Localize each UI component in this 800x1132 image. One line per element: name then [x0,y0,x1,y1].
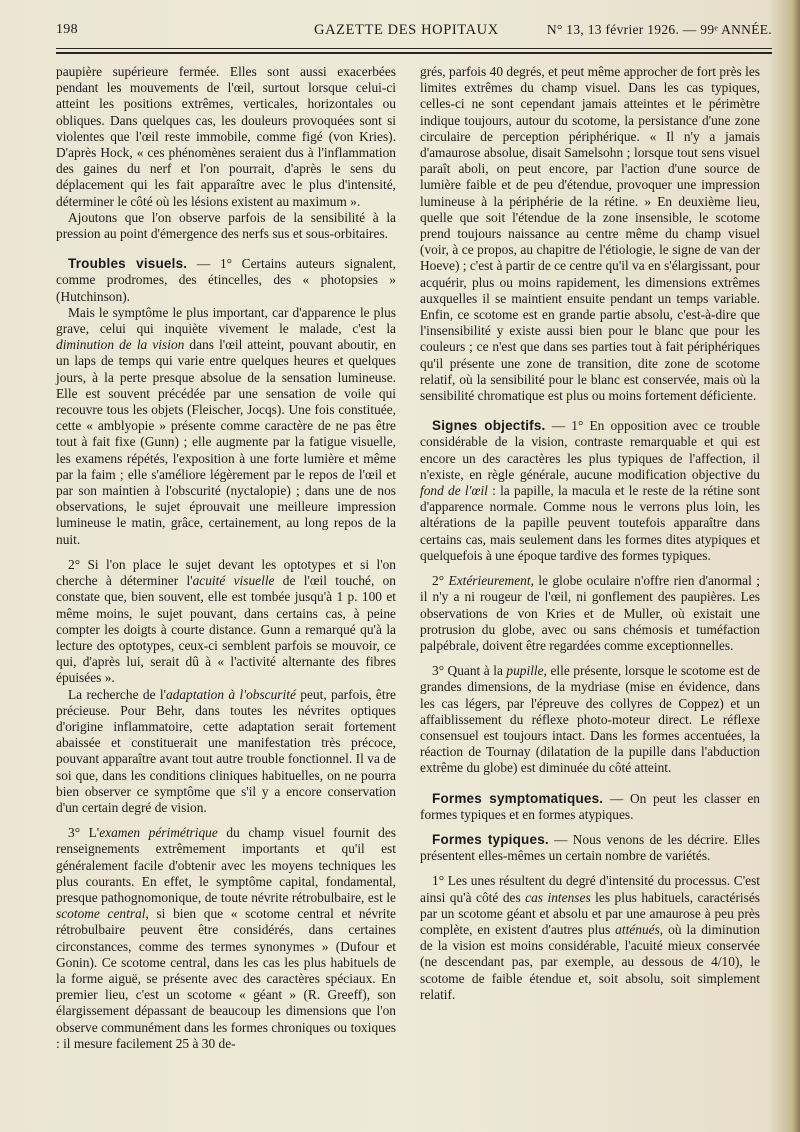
subsection-heading: Formes typiques. [432,831,549,847]
header-rule-thin [56,48,772,49]
paragraph: 3° Quant à la pupille, elle présente, lorsque le scotome est de grandes dimensions, de la mydriase (mise en évidence, dans les cas légers, par l'épreuve des collyres de Coppez) et un affaiblissement du réflexe photo-moteur direct. Le réflexe consensuel est toujours intact. Dans les formes accentuées, la réaction de Tournay (dilatation de la pupille dans l'abduction extrême du globe) est diminuée du côté atteint. [420,663,760,776]
paragraph: 2° Si l'on place le sujet devant les optotypes et si l'on cherche à déterminer l'acuité visuelle de l'œil touché, on constate que, bien souvent, elle est tombée jusqu'à 1 p. 100 et même moins, le sujet pouvant, dans certains cas, à peine compter les doigts à courte distance. Gunn a remarqué qu'à la lecture des optotypes, ceux-ci semblent parfois se mouvoir, ce qui, d'après lui, serait dû à « l'activité alternante des fibres épuisées ». [56,556,396,686]
left-column [56,64,396,1052]
paragraph: 3° L'examen périmétrique du champ visuel fournit des renseignements extrêmement importants et qu'il est généralement facile d'obtenir avec les moyens techniques les plus courants. En effet, le symptôme capital, fondamental, presque pathognomonique, de toute névrite rétrobulbaire, est le scotome central, si bien que « scotome central et névrite rétrobulbaire peuvent être considérés, dans certaines circonstances, comme des termes synonymes » (Dufour et Gonin). Ce scotome central, dans les cas les plus habituels de la forme aiguë, se présente avec des caractères spéciaux. En premier lieu, c'est un scotome « géant » (R. Greeff), son élargissement dépassant de beaucoup les dimensions que l'on observe communément dans les formes chroniques ou toxiques : il mesure facilement 25 à 30 de- [56,825,396,1051]
paragraph: Formes symptomatiques. — On peut les classer en formes typiques et en formes atypiques. [420,790,760,822]
paragraph: Ajoutons que l'on observe parfois de la sensibilité à la pression au point d'émergence des nerfs sus et sous-orbitaires. [56,209,396,242]
section-heading: Formes symptomatiques. [432,790,604,806]
journal-title: GAZETTE DES HOPITAUX [314,22,499,38]
header-rule-thick [56,52,772,54]
section-heading: Signes objectifs. [432,418,546,434]
right-column [420,64,760,1003]
page-number: 198 [56,22,78,37]
paragraph: Mais le symptôme le plus important, car d'apparence le plus grave, celui qui inquiète vivement le malade, c'est la diminution de la vision dans l'œil atteint, pouvant aboutir, en un laps de temps qui varie entre quelques heures et quelques jours, à la perte presque absolue de la sensation lumineuse. Elle est souvent précédée par une sensation de voile qui recouvre tous les objets (Fleischer, Jocqs). Une fois constituée, cette « amblyopie » présente comme caractère de ne pas être tout à fait fixe (Gunn) ; elle augmente par la fatigue visuelle, les examens répétés, l'exposition à une forte lumière et même par la faim ; elle s'améliore légèrement par le repos de l'œil et par son maintien à l'obscurité (nyctalopie) ; dans une de nos observations, le sujet éprouvait une meilleure impression lumineuse le matin, grâce, certainement, au long repos de la nuit. [56,304,396,547]
paragraph: Formes typiques. — Nous venons de les décrire. Elles présentent elles-mêmes un certain nombre de variétés. [420,831,760,864]
paragraph: grés, parfois 40 degrés, et peut même approcher de fort près les limites extrêmes du champ visuel. Dans les cas typiques, celles-ci ne sont cependant jamais atteintes et le périmètre indique toujours, autour du scotome, la persistance d'une zone circulaire de perception périphérique. « Il n'y a jamais d'amaurose absolue, disait Samelsohn ; lorsque tout sens visuel paraît aboli, on peut encore, par l'action d'une source de lumière faible et de peu d'étendue, provoquer une impression lumineuse à la périphérie de la rétine. » En deuxième lieu, quelle que soit l'étendue de la zone insensible, le scotome prend toujours naissance au centre même du champ visuel (voir, à ce propos, au chapitre de l'étiologie, le signe de van der Hoeve) ; c'est à partir de ce centre qu'il va en s'élargissant, pour acquérir, plus ou moins rapidement, les dimensions extrêmes auxquelles il se maintient ensuite pendant un temps variable. Enfin, ce scotome est en grande partie absolu, c'est-à-dire que l'insensibilité y existe aussi bien pour le blanc que pour les couleurs ; ce n'est que dans ses parties tout à fait périphériques qu'il présente une zone de transition, dite zone de scotome relatif, où la sensibilité pour le blanc est conservée, mais où la sensibilité chromatique est plus ou moins fortement déficiente. [420,64,760,404]
paragraph: Troubles visuels. — 1° Certains auteurs signalent, comme prodromes, des étincelles, des « photopsies » (Hutchinson). [56,256,396,304]
paragraph: La recherche de l'adaptation à l'obscurité peut, parfois, être précieuse. Pour Behr, dans toutes les névrites optiques d'origine inflammatoire, cette adaptation serait fortement abaissée et constituerait une manifestation très précoce, pouvant apparaître avant tout autre trouble fonctionnel. Il va de soi que, dans les conditions cliniques habituelles, on ne pourra bien observer ce symptôme que s'il y a encore conservation d'un certain degré de vision. [56,686,397,815]
paragraph: Signes objectifs. — 1° En opposition avec ce trouble considérable de la vision, contraste remarquable et qui est encore un des caractères les plus typiques de l'affection, il n'existe, en règle générale, aucune modification objective du fond de l'œil : la papille, la macula et le reste de la rétine sont d'apparence normale. Comme nous le verrons plus loin, les altérations de la papille peuvent toutefois apparaître dans certains cas, mais seulement dans les formes dites atypiques et quelquefois à une époque tardive des formes typiques. [420,418,760,563]
paragraph: 1° Les unes résultent du degré d'intensité du processus. C'est ainsi qu'à côté des cas intenses les plus habituels, caractérisés par un scotome géant et absolu et par une amaurose à peu près complète, en existent d'autres plus atténués, où la diminution de la vision est moins considérable, l'acuité mieux conservée (ne descendant pas, par exemple, au dessous de 4/10), le scotome de faible étendue et, soit absolu, soit simplement relatif. [420,873,761,1002]
paragraph: paupière supérieure fermée. Elles sont aussi exacerbées pendant les mouvements de l'œil, surtout lorsque celui-ci atteint les positions extrêmes, verticales, horizontales ou obliques. Dans quelques cas, les douleurs provoquées sont si violentes que l'œil reste immobile, comme figé (von Kries). D'après Hock, « ces phénomènes seraient dus à l'inflammation des gaines du nerf et l'on pourrait, d'après le sens du déplacement qui les fait apparaître avec le plus d'intensité, déterminer le côté où les lésions existent au maximum ». [56,64,396,209]
section-heading: Troubles visuels. [68,256,188,272]
running-header [56,22,772,44]
issue-info: N° 13, 13 février 1926. — 99ᵉ ANNÉE. [546,22,772,37]
paragraph: 2° Extérieurement, le globe oculaire n'offre rien d'anormal ; il n'y a ni rougeur de l'œil, ni gonflement des paupières. Les observations de von Kries et de Muller, où existait une protrusion du globe, avec ou sans chémosis et tuméfaction palpébrale, doivent être regardées comme exceptionnelles. [420,573,761,653]
